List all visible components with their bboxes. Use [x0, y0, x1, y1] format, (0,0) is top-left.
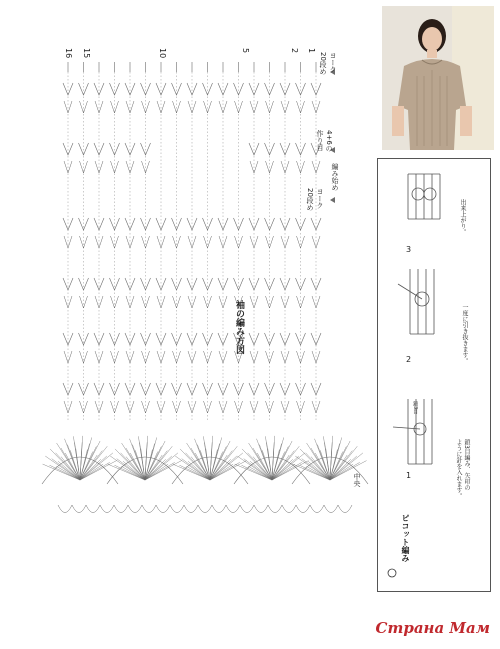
- yoke-mid-label: ヨーク 20段め: [306, 188, 324, 211]
- shell-stitch: [80, 436, 83, 480]
- shell-stitch: [145, 453, 178, 480]
- yoke-top-label: ヨーク 20段め: [319, 52, 337, 75]
- shell-stitch: [43, 464, 80, 480]
- picot-arc: [226, 505, 240, 513]
- shell-stitch: [145, 436, 148, 480]
- shell-stitch: [203, 436, 210, 480]
- v-stitch: [250, 401, 258, 413]
- v-stitch: [80, 401, 88, 413]
- shell-stitch: [242, 449, 272, 480]
- shell-stitch: [244, 459, 272, 480]
- row-label-2: 2: [290, 48, 299, 54]
- shell-stitch: [302, 459, 330, 480]
- row-label-5: 5: [241, 48, 250, 54]
- shell-stitch: [52, 459, 80, 480]
- v-stitch: [266, 401, 274, 413]
- step-1-chain-label: 鎖3目: [412, 401, 418, 415]
- shell-stitch: [45, 456, 80, 480]
- v-stitch: [312, 401, 320, 413]
- step-2-note: 一度に引き抜きます。: [461, 304, 468, 364]
- v-stitch: [126, 296, 134, 308]
- shell-stitch: [330, 436, 333, 480]
- shell-stitch: [80, 453, 113, 480]
- v-stitch: [188, 296, 196, 308]
- shell-stitch: [180, 449, 210, 480]
- v-stitch: [281, 296, 289, 308]
- shell-stitch: [80, 455, 97, 480]
- shell-stitch: [295, 456, 330, 480]
- picot-instruction-box: [377, 158, 491, 592]
- v-stitch: [266, 296, 274, 308]
- picot-arc: [72, 505, 86, 513]
- picot-arc: [128, 505, 142, 513]
- v-stitch: [219, 401, 227, 413]
- shell-stitch: [117, 459, 145, 480]
- step-2-number: 2: [406, 355, 412, 364]
- start-label: 編み始め: [331, 163, 339, 191]
- picot-arc: [324, 505, 338, 513]
- model-photo: [382, 6, 494, 150]
- shell-stitch: [300, 449, 330, 480]
- shell-stitch: [293, 464, 330, 480]
- step-3-number: 3: [406, 245, 412, 254]
- picot-steps-svg: [378, 159, 490, 591]
- v-stitch: [297, 296, 305, 308]
- shell-stitch: [145, 455, 162, 480]
- v-stitch: [281, 401, 289, 413]
- shell-stitch: [73, 436, 80, 480]
- watermark: Страна Мам: [375, 619, 490, 637]
- picot-arc: [184, 505, 198, 513]
- shell-stitch: [272, 455, 289, 480]
- v-stitch: [95, 401, 103, 413]
- shell-stitch: [323, 436, 330, 480]
- v-stitch: [95, 296, 103, 308]
- v-stitch: [80, 296, 88, 308]
- picot-arc: [240, 505, 254, 513]
- v-stitch: [111, 296, 119, 308]
- v-stitch: [250, 296, 258, 308]
- row-label-1: 1: [307, 48, 316, 54]
- step-1-number: 1: [406, 471, 412, 480]
- shell-stitch: [115, 449, 145, 480]
- shell-stitch: [272, 453, 305, 480]
- v-stitch: [312, 296, 320, 308]
- shell-stitch: [182, 459, 210, 480]
- row-label-10: 10: [158, 48, 167, 59]
- picot-arc: [282, 505, 296, 513]
- shell-stitch: [210, 455, 227, 480]
- picot-arc: [268, 505, 282, 513]
- chart-title: 袖の編み方図: [234, 300, 244, 354]
- v-stitch: [157, 401, 165, 413]
- v-stitch: [204, 296, 212, 308]
- shell-stitch: [210, 453, 243, 480]
- v-stitch: [188, 401, 196, 413]
- v-stitch: [126, 401, 134, 413]
- v-stitch: [204, 401, 212, 413]
- picot-arc: [170, 505, 184, 513]
- picot-arc: [156, 505, 170, 513]
- center-label: 中央: [353, 473, 361, 487]
- picot-arc: [338, 505, 352, 513]
- v-stitch: [219, 296, 227, 308]
- shell-stitch: [235, 464, 272, 480]
- row-label-15: 15: [82, 48, 91, 59]
- step-3-note: 出来上がり。: [459, 199, 466, 235]
- shell-stitch: [330, 455, 347, 480]
- v-stitch: [64, 296, 72, 308]
- v-stitch: [142, 296, 150, 308]
- picot-arc: [198, 505, 212, 513]
- shell-stitch: [265, 436, 272, 480]
- picot-arc: [212, 505, 226, 513]
- shell-stitch: [138, 436, 145, 480]
- picot-arc: [296, 505, 310, 513]
- v-stitch: [235, 401, 243, 413]
- shell-stitch: [175, 456, 210, 480]
- picot-arc: [310, 505, 324, 513]
- picot-title: ピコット編み: [401, 514, 410, 562]
- picot-arc: [100, 505, 114, 513]
- v-stitch: [297, 401, 305, 413]
- shell-stitch: [50, 449, 80, 480]
- step-1-note: 鎖3目編み、矢印の ように針を入れます。: [455, 439, 470, 499]
- picot-arc: [254, 505, 268, 513]
- picot-arc: [86, 505, 100, 513]
- v-stitch: [64, 401, 72, 413]
- picot-arc: [58, 505, 72, 513]
- picot-arc: [142, 505, 156, 513]
- chain-count-label: 4+6の: [325, 130, 333, 152]
- v-stitch: [173, 296, 181, 308]
- v-stitch: [173, 401, 181, 413]
- shell-stitch: [272, 436, 275, 480]
- v-stitch: [157, 296, 165, 308]
- marker-arrow: [330, 197, 335, 203]
- v-stitch: [111, 401, 119, 413]
- shell-stitch: [210, 436, 213, 480]
- shell-stitch: [110, 456, 145, 480]
- picot-arc: [114, 505, 128, 513]
- row-label-16: 16: [64, 48, 73, 59]
- chain-label: 作り目: [316, 130, 324, 151]
- v-stitch: [142, 401, 150, 413]
